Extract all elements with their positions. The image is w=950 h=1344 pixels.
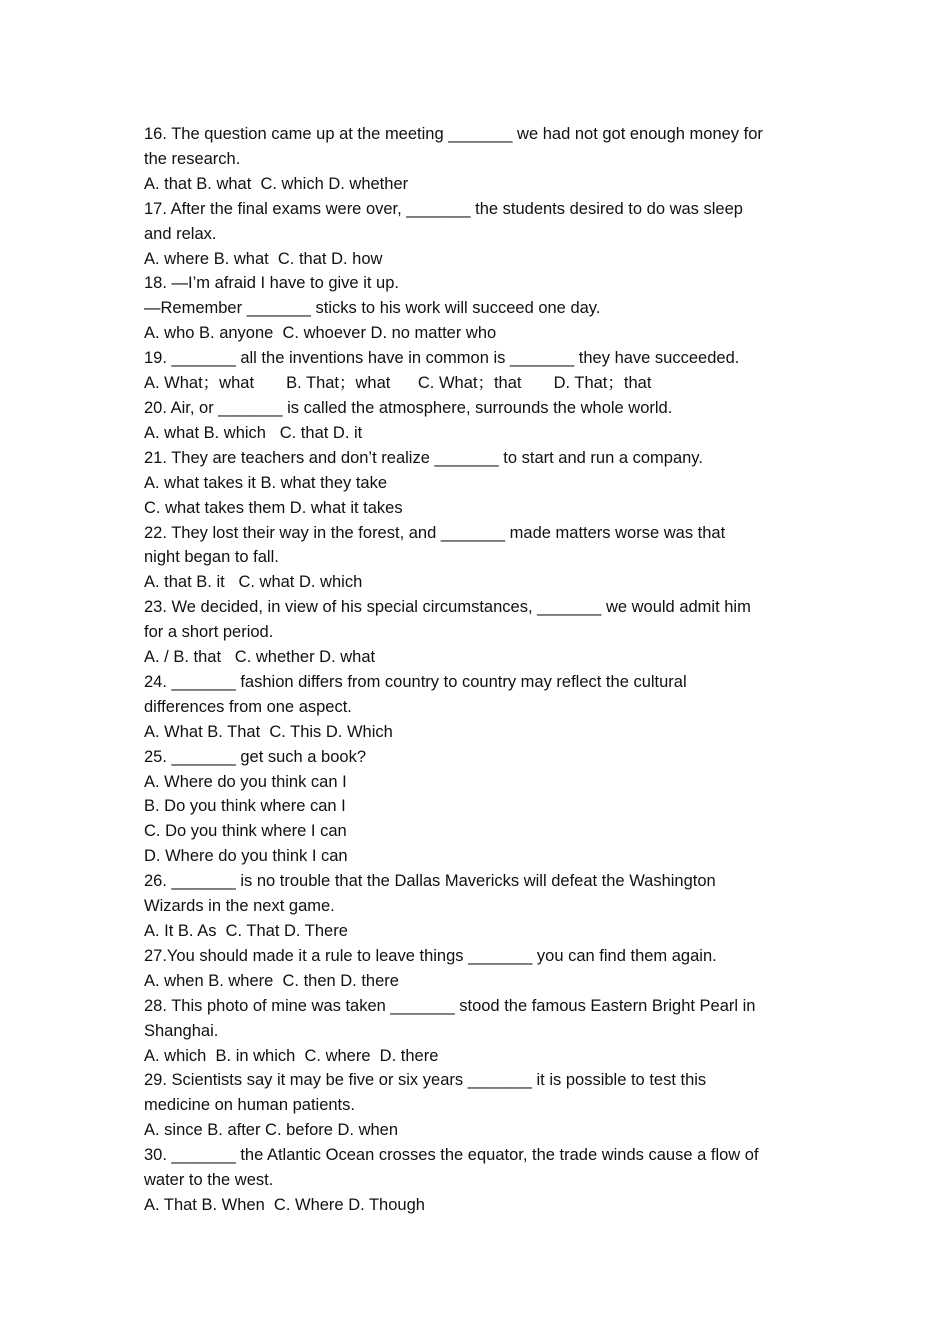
question-17-options: A. where B. what C. that D. how [144, 249, 383, 268]
question-25-option-d: D. Where do you think I can [144, 847, 348, 866]
question-16-options: A. that B. what C. which D. whether [144, 174, 409, 193]
question-28-options: A. which B. in which C. where D. there [144, 1046, 439, 1065]
question-18-text-line-2: —Remember _______ sticks to his work will succeed one day. [144, 299, 601, 318]
question-22-text-line-2: night began to fall. [144, 548, 279, 567]
question-25-option-b: B. Do you think where can I [144, 797, 346, 816]
question-20-options: A. what B. which C. that D. it [144, 423, 363, 442]
question-20-text: 20. Air, or _______ is called the atmosphere, surrounds the whole world. [144, 398, 673, 417]
question-24-text-line-1: 24. _______ fashion differs from country to country may reflect the cultural [144, 672, 687, 691]
document-body [144, 122, 814, 1218]
question-26-options: A. It B. As C. That D. There [144, 922, 348, 940]
question-16-text-line-1: 16. The question came up at the meeting _______ we had not got enough money for [144, 125, 763, 143]
question-28-text-line-1: 28. This photo of mine was taken _______ stood the famous Eastern Bright Pearl in [144, 996, 756, 1015]
question-30-text-line-2: water to the west. [144, 1171, 274, 1190]
question-22-text-line-1: 22. They lost their way in the forest, and _______ made matters worse was that [144, 523, 726, 542]
question-26-text-line-2: Wizards in the next game. [144, 897, 335, 916]
question-16-text-line-2: the research. [144, 149, 241, 168]
question-23-text-line-1: 23. We decided, in view of his special circumstances, _______ we would admit him [144, 598, 751, 617]
question-17-text-line-1: 17. After the final exams were over, _______ the students desired to do was sleep [144, 199, 743, 218]
question-19-text: 19. _______ all the inventions have in common is _______ they have succeeded. [144, 349, 740, 368]
question-26-text-line-1: 26. _______ is no trouble that the Dallas Mavericks will defeat the Washington [144, 872, 716, 891]
question-27-text: 27.You should made it a rule to leave things _______ you can find them again. [144, 946, 717, 965]
question-27-options: A. when B. where C. then D. there [144, 971, 399, 990]
question-21-options-line-1: A. what takes it B. what they take [144, 473, 388, 492]
question-30-options: A. That B. When C. Where D. Though [144, 1195, 425, 1214]
question-18-text-line-1: 18. —I’m afraid I have to give it up. [144, 274, 399, 293]
question-19-options: A. What；what B. That；what C. What；that D. That；that [144, 374, 652, 393]
question-24-options: A. What B. That C. This D. Which [144, 722, 393, 741]
question-29-text-line-2: medicine on human patients. [144, 1096, 355, 1115]
question-25-option-c: C. Do you think where I can [144, 822, 347, 841]
question-29-options: A. since B. after C. before D. when [144, 1121, 399, 1140]
question-17-text-line-2: and relax. [144, 224, 217, 243]
question-29-text-line-1: 29. Scientists say it may be five or six years _______ it is possible to test this [144, 1071, 707, 1090]
question-28-text-line-2: Shanghai. [144, 1021, 219, 1040]
question-24-text-line-2: differences from one aspect. [144, 697, 352, 716]
question-18-options: A. who B. anyone C. whoever D. no matter who [144, 324, 497, 343]
question-25-option-a: A. Where do you think can I [144, 772, 347, 791]
question-22-options: A. that B. it C. what D. which [144, 573, 363, 592]
question-21-text: 21. They are teachers and don’t realize _______ to start and run a company. [144, 448, 703, 467]
question-23-text-line-2: for a short period. [144, 623, 274, 642]
question-23-options: A. / B. that C. whether D. what [144, 648, 376, 667]
question-25-text: 25. _______ get such a book? [144, 747, 367, 766]
question-30-text-line-1: 30. _______ the Atlantic Ocean crosses the equator, the trade winds cause a flow of [144, 1146, 759, 1165]
question-21-options-line-2: C. what takes them D. what it takes [144, 498, 403, 517]
